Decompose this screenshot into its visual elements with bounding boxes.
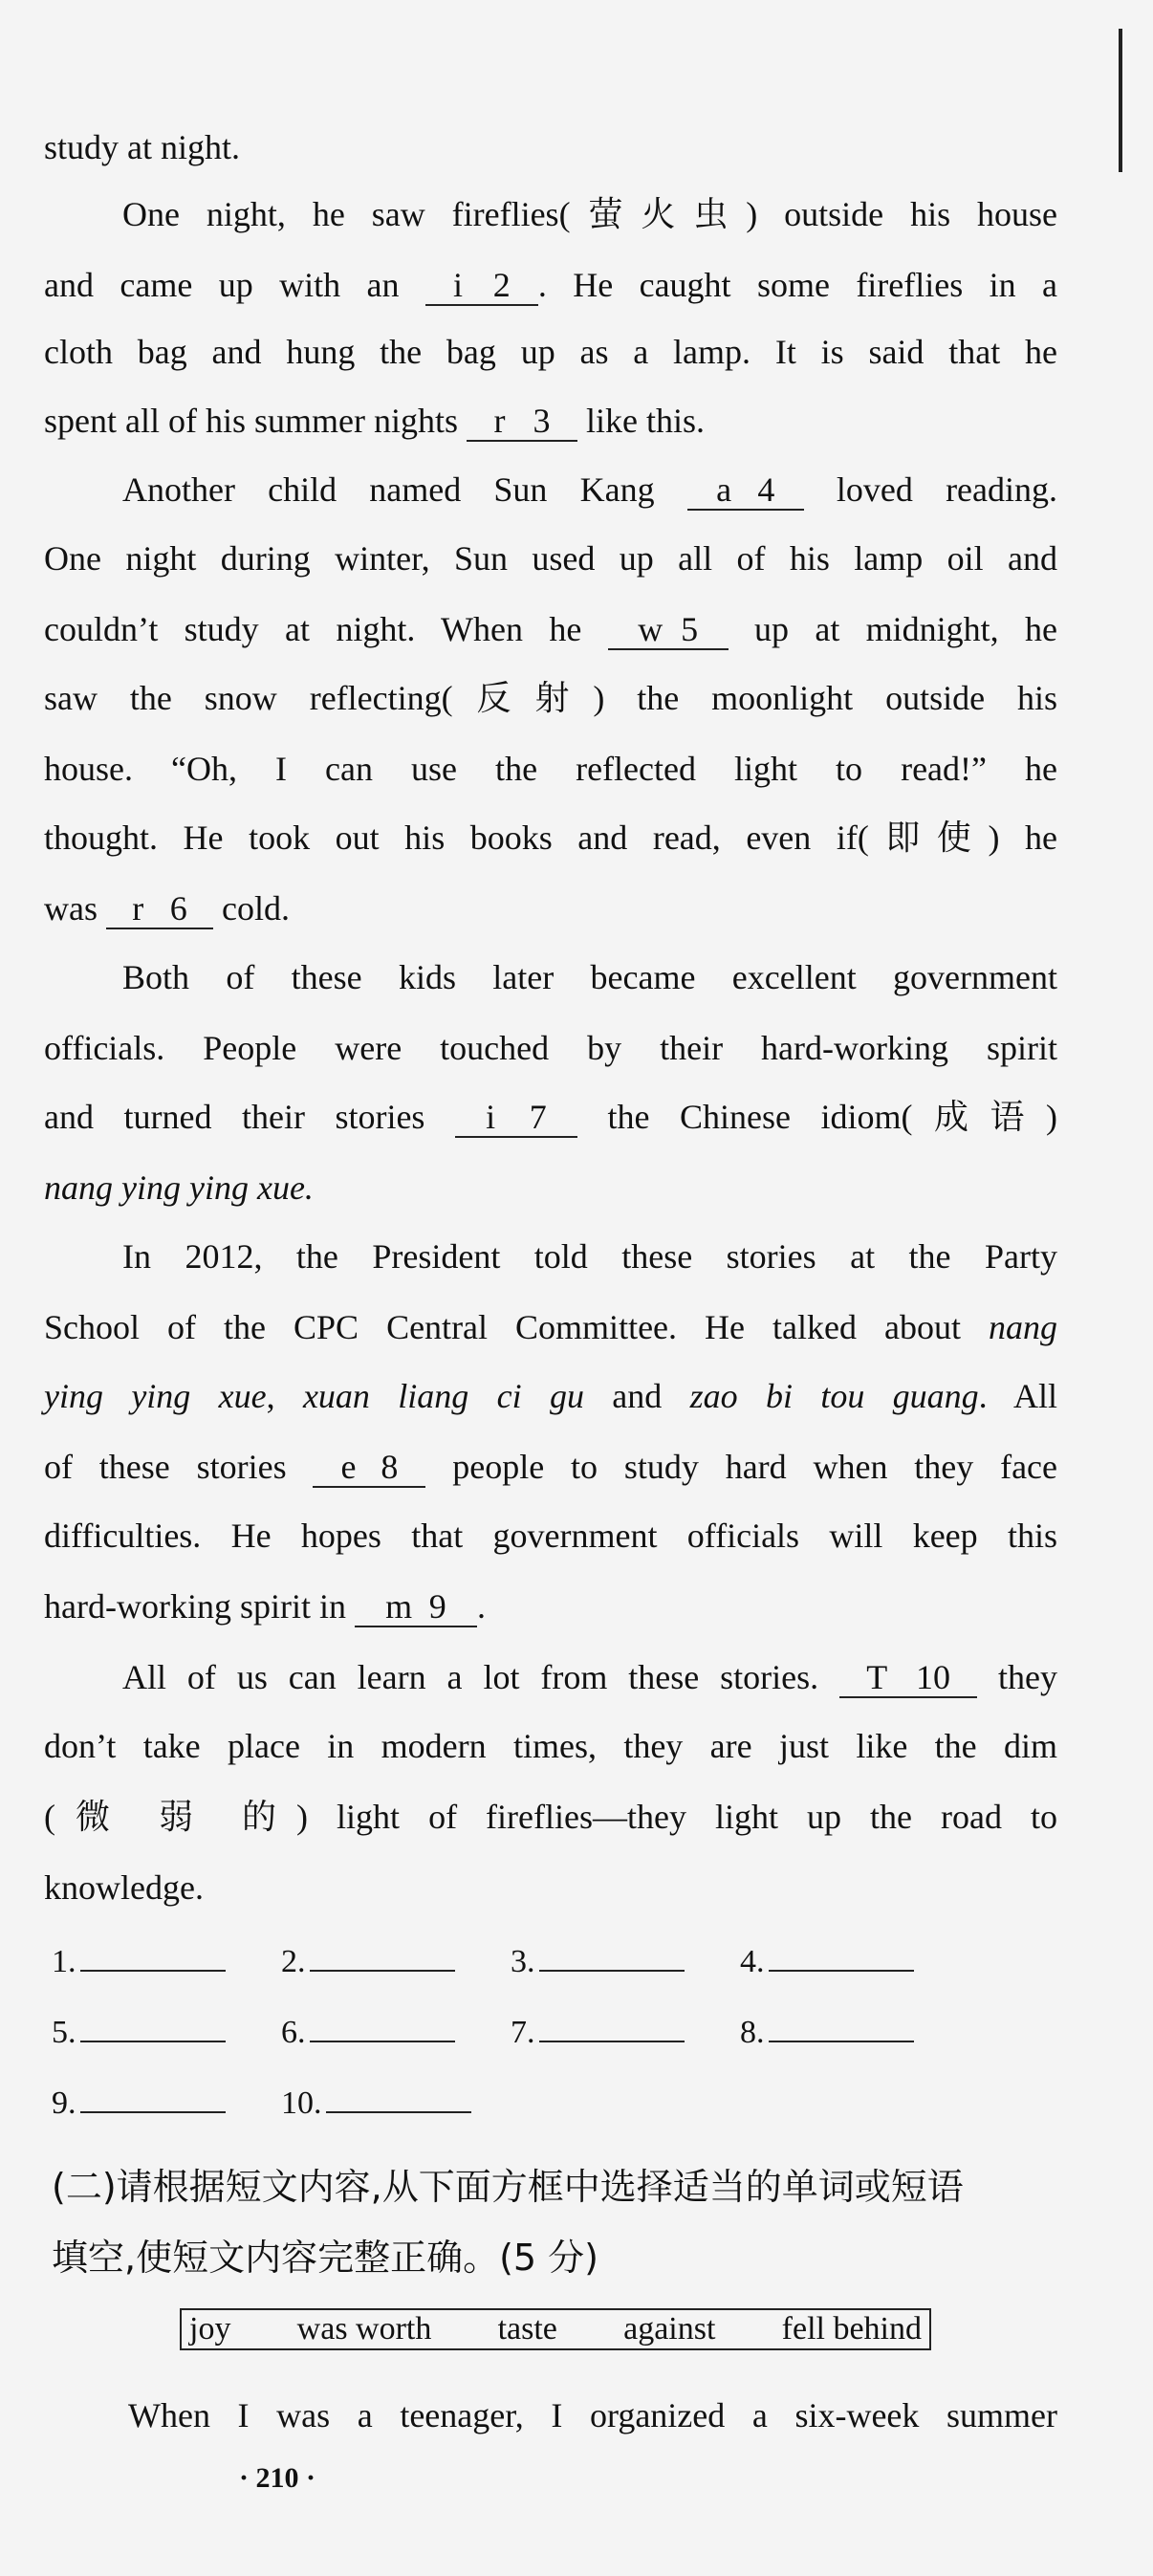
word-bank-box	[180, 2308, 931, 2350]
passage-line: difficulties. He hopes that government officials will keep this	[44, 1517, 1057, 1555]
passage-line: house. “Oh, I can use the reflected light to read!” he	[44, 750, 1057, 788]
passage-line: saw the snow reflecting(反射) the moonlight outside his	[44, 679, 1057, 717]
passage-line: and turned their stories i 7 the Chinese idiom(成语)	[44, 1098, 1057, 1136]
word-bank-item: joy	[189, 2311, 231, 2347]
passage-line: and came up with an i 2 . He caught some fireflies in a	[44, 266, 1058, 304]
answer-blank-2: i 2	[425, 268, 538, 306]
passage-line: All of us can learn a lot from these stories. T 10 they	[122, 1658, 1058, 1696]
section2-instruction: (二)请根据短文内容,从下面方框中选择适当的单词或短语	[52, 2166, 964, 2208]
answer-field-10[interactable]: 10.	[281, 2083, 471, 2122]
page-number: · 210 ·	[239, 2462, 316, 2494]
passage-line: spent all of his summer nights r 3 like this.	[44, 402, 705, 440]
passage-line: hard-working spirit in m 9 .	[44, 1587, 486, 1626]
word-bank-item: against	[623, 2311, 716, 2347]
answer-field-9[interactable]: 9.	[52, 2083, 226, 2122]
answer-blank-7: i 7	[455, 1100, 577, 1138]
passage-line: study at night.	[44, 128, 240, 166]
answer-field-7[interactable]: 7.	[511, 2012, 685, 2051]
section2-instruction: 填空,使短文内容完整正确。(5 分)	[52, 2237, 598, 2279]
answer-blank-5: w 5	[608, 612, 729, 650]
answer-field-6[interactable]: 6.	[281, 2012, 455, 2051]
passage-line: cloth bag and hung the bag up as a lamp. It is said that he	[44, 333, 1057, 371]
answer-field-1[interactable]: 1.	[52, 1941, 226, 1980]
answer-blank-9: m 9	[355, 1589, 477, 1627]
page-edge-line	[1119, 29, 1122, 172]
answer-blank-6: r 6	[106, 891, 213, 929]
passage-line: thought. He took out his books and read, even if(即使) he	[44, 819, 1057, 857]
answer-blank-10: T 10	[839, 1660, 977, 1698]
passage-line: don’t take place in modern times, they are just like the dim	[44, 1727, 1057, 1765]
answer-field-2[interactable]: 2.	[281, 1941, 455, 1980]
passage-line: of these stories e 8 people to study hard when they face	[44, 1448, 1058, 1486]
passage-line: Another child named Sun Kang a 4 loved reading.	[122, 470, 1058, 509]
word-bank-item: was worth	[296, 2311, 432, 2347]
word-bank-item: fell behind	[781, 2311, 922, 2347]
passage-line: was r 6 cold.	[44, 889, 290, 928]
answer-field-5[interactable]: 5.	[52, 2012, 226, 2051]
passage-line: In 2012, the President told these stories at the Party	[122, 1237, 1057, 1276]
passage-line: couldn’t study at night. When he w 5 up at midnight, he	[44, 610, 1057, 648]
answer-blank-3: r 3	[467, 404, 577, 442]
word-bank-item: taste	[497, 2311, 557, 2347]
passage-line: (微 弱 的) light of fireflies—they light up the road to	[44, 1798, 1057, 1836]
passage-line: When I was a teenager, I organized a six-week summer	[128, 2396, 1057, 2434]
answer-field-4[interactable]: 4.	[740, 1941, 914, 1980]
passage-line: nang ying ying xue.	[44, 1168, 314, 1207]
passage-line: officials. People were touched by their hard-working spirit	[44, 1029, 1057, 1067]
passage-line: One night, he saw fireflies(萤火虫) outside his house	[122, 195, 1057, 233]
answer-field-8[interactable]: 8.	[740, 2012, 914, 2051]
answer-blank-4: a 4	[687, 472, 804, 511]
passage-line: knowledge.	[44, 1868, 204, 1907]
passage-line: ying ying xue, xuan liang ci gu and zao bi tou guang. All	[44, 1377, 1058, 1415]
answer-field-3[interactable]: 3.	[511, 1941, 685, 1980]
answer-blank-8: e 8	[313, 1450, 425, 1488]
passage-line: School of the CPC Central Committee. He talked about nang	[44, 1308, 1057, 1346]
passage-line: One night during winter, Sun used up all of his lamp oil and	[44, 539, 1057, 578]
passage-line: Both of these kids later became excellent government	[122, 958, 1057, 996]
